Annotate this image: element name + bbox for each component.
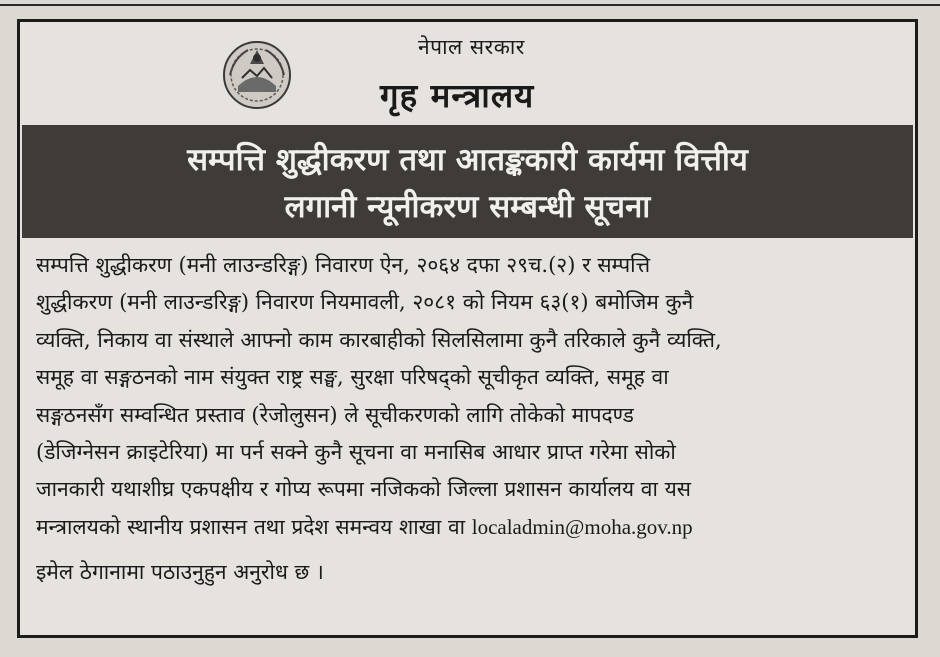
top-rule: [0, 4, 940, 6]
notice-body: [36, 247, 904, 592]
notice-box: [17, 19, 918, 638]
banner-line-1: सम्पत्ति शुद्धीकरण तथा आतङ्ककारी कार्यमा वित्तीय: [187, 142, 748, 178]
body-line: जानकारी यथाशीघ्र एकपक्षीय र गोप्य रूपमा नजिकको जिल्ला प्रशासन कार्यालय वा यस: [36, 477, 691, 502]
body-line: व्यक्ति, निकाय वा संस्थाले आफ्नो काम कारबाहीको सिलसिलामा कुनै तरिकाले कुनै व्यक्ति,: [36, 327, 722, 352]
body-line: (डेजिग्नेसन क्राइटेरिया) मा पर्न सक्ने कुनै सूचना वा मनासिब आधार प्राप्त गरेमा सोको: [36, 440, 676, 465]
body-line: सङ्गठनसँग सम्वन्धित प्रस्ताव (रेजोलुसन) ले सूचीकरणको लागि तोकेको मापदण्ड: [36, 402, 634, 427]
government-heading: नेपाल सरकार: [418, 35, 525, 59]
ministry-title: गृह मन्त्रालय: [380, 76, 535, 115]
email-address: localadmin@moha.gov.np: [471, 514, 693, 539]
body-line-text: मन्त्रालयको स्थानीय प्रशासन तथा प्रदेश समन्वय शाखा वा: [36, 514, 472, 539]
body-line: इमेल ठेगानामा पठाउनुहुन अनुरोध छ ।: [36, 560, 324, 585]
banner-line-2: लगानी न्यूनीकरण सम्बन्धी सूचना: [284, 189, 651, 225]
body-line-with-email: [36, 509, 904, 546]
notice-title-banner: [22, 125, 913, 238]
body-line: सम्पत्ति शुद्धीकरण (मनी लाउन्डरिङ्ग) निवारण ऐन, २०६४ दफा २९च.(२) र सम्पत्ति: [36, 253, 651, 277]
nepal-government-emblem: [220, 38, 294, 112]
body-line: समूह वा सङ्गठनको नाम संयुक्त राष्ट्र सङ्घ, सुरक्षा परिषद्को सूचीकृत व्यक्ति, समूह वा: [36, 365, 669, 390]
body-line: शुद्धीकरण (मनी लाउन्डरिङ्ग) निवारण नियमावली, २०८१ को नियम ६३(१) बमोजिम कुनै: [36, 290, 694, 315]
